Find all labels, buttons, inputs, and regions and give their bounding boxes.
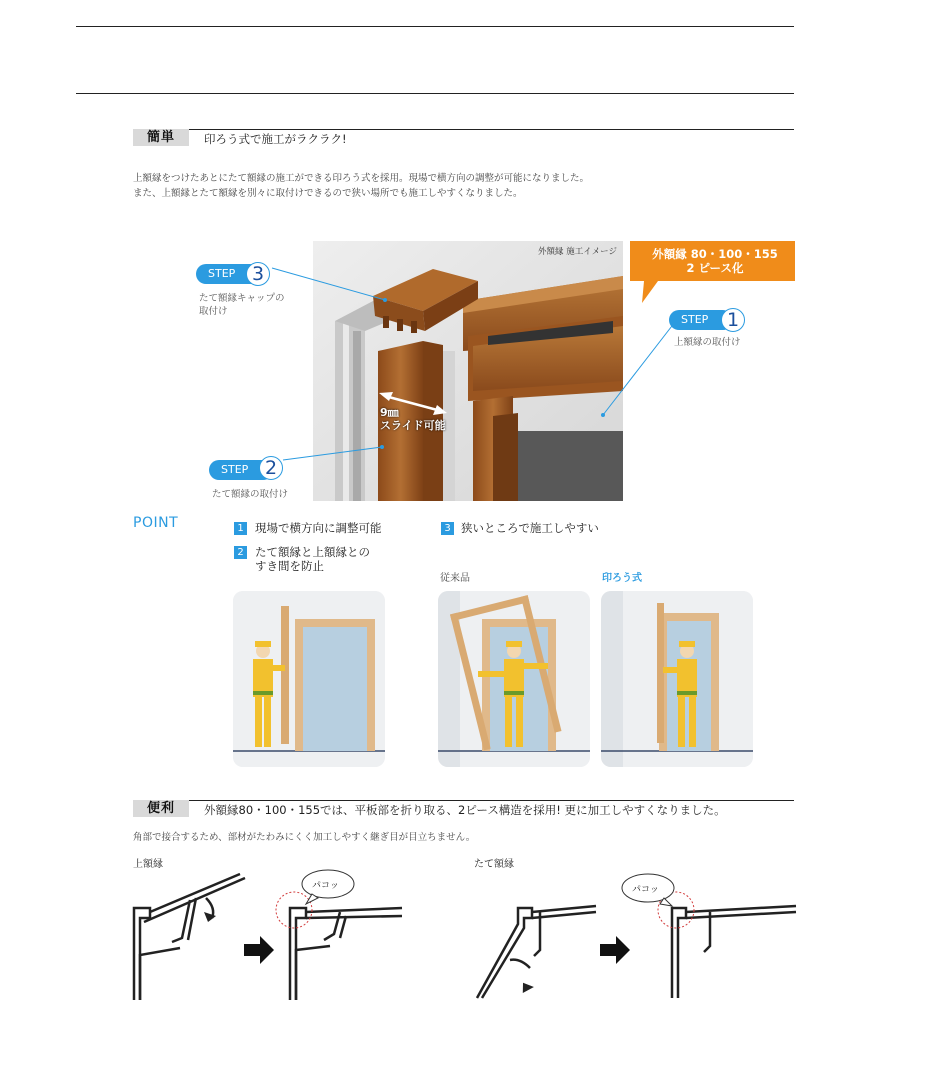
- point3-number: 3: [441, 522, 454, 535]
- illustration-conventional: [438, 591, 590, 767]
- point1-text: 現場で横方向に調整可能: [255, 521, 382, 535]
- label-side-frame: たて額縁: [474, 859, 514, 870]
- section2-rule: [133, 800, 794, 801]
- step1-label: STEP: [681, 313, 709, 326]
- profile-diagrams: [120, 860, 810, 1002]
- bubble-text-side: パコッ: [632, 885, 659, 895]
- point1-number: 1: [234, 522, 247, 535]
- section1-tag: 簡単: [133, 129, 189, 146]
- photo-caption: 外額縁 施工イメージ: [538, 247, 617, 257]
- step3-caption: [199, 292, 285, 318]
- illustration-adjust: [233, 591, 385, 767]
- step1-number: 1: [721, 308, 745, 332]
- section1-intro-line1: 上額縁をつけたあとにたて額縁の施工ができる印ろう式を採用。現場で横方向の調整が可能になりました。: [133, 173, 590, 184]
- step-leader-lines: [0, 0, 946, 520]
- label-inro: 印ろう式: [602, 573, 642, 584]
- section1-title: 印ろう式で施工がラクラク!: [204, 132, 347, 146]
- point2-text-line1: たて額縁と上額縁との: [255, 545, 370, 559]
- point-heading: POINT: [133, 515, 179, 531]
- point2-text-line2: すき間を防止: [255, 559, 324, 573]
- step3-caption-line1: たて額縁キャップの: [199, 293, 285, 304]
- step2-number: 2: [259, 456, 283, 480]
- feature-badge-line1: 外額縁 80・100・155: [652, 247, 778, 261]
- step3-caption-line2: 取付け: [199, 306, 228, 317]
- step3-label: STEP: [208, 267, 236, 280]
- bubble-text-top: パコッ: [312, 881, 339, 891]
- step3-number: 3: [246, 262, 270, 286]
- label-conventional: 従来品: [440, 573, 470, 584]
- section2-intro: 角部で接合するため、部材がたわみにくく加工しやすく継ぎ目が目立ちません。: [133, 832, 476, 843]
- slide-label-line1: 9㎜: [380, 406, 399, 419]
- section1-intro-line2: また、上額縁とたて額縁を別々に取付けできるので狭い場所でも施工しやすくなりました。: [133, 188, 523, 199]
- slide-label-line2: スライド可能: [380, 419, 446, 432]
- step2-label: STEP: [221, 463, 249, 476]
- point3-text: 狭いところで施工しやすい: [461, 521, 599, 535]
- section2-title: 外額縁80・100・155では、平板部を折り取る、2ピース構造を採用! 更に加工しやすくなりました。: [204, 803, 726, 817]
- step1-caption: 上額縁の取付け: [674, 337, 741, 348]
- section2-tag: 便利: [133, 800, 189, 817]
- point2-text: [255, 545, 370, 573]
- point2-number: 2: [234, 546, 247, 559]
- step2-caption: たて額縁の取付け: [212, 489, 289, 500]
- feature-badge-line2: 2 ピース化: [686, 261, 744, 275]
- illustration-inro: [601, 591, 753, 767]
- label-top-frame: 上額縁: [133, 859, 163, 870]
